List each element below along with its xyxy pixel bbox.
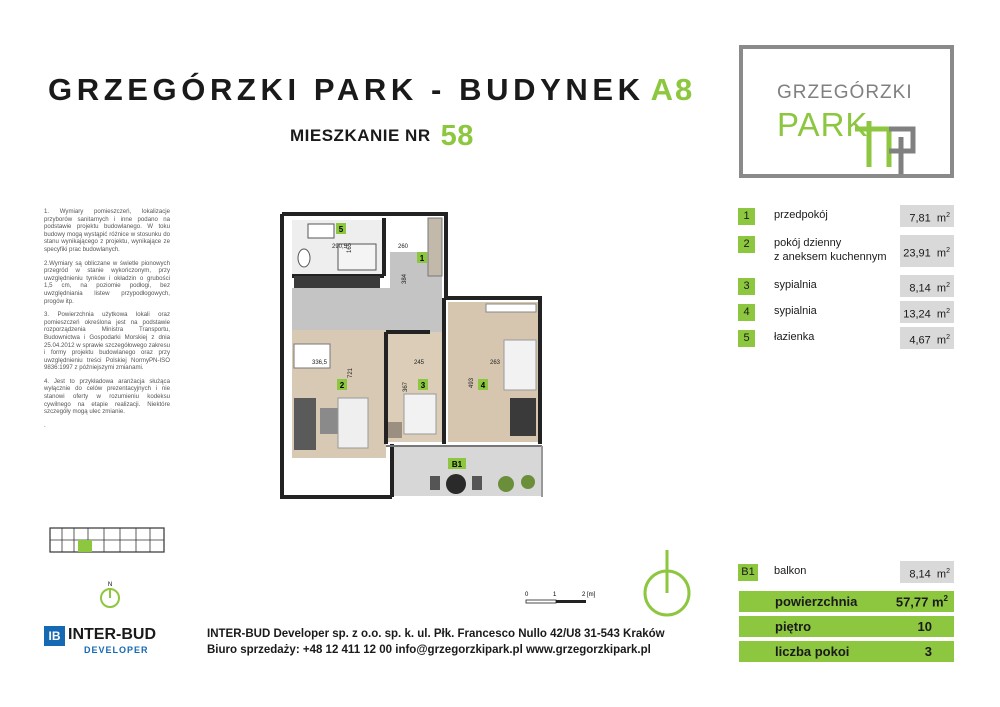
plan-label-4: 4 (480, 381, 486, 390)
north-arrow-icon (97, 580, 123, 610)
plan-label-5: 5 (338, 225, 344, 234)
note-1: 1. Wymiary pomieszczeń, lokalizacje przyborów sanitarnych i inne podano na podstawie projektu budowlanego. W toku budowy mogą wystąpić różnice w stosunku do stanu wynikającego z projektu, wynikające ze specyfiki prac budowlanych. (44, 208, 170, 253)
company-sub: DEVELOPER (84, 645, 149, 655)
plan-label-b1: B1 (451, 460, 463, 469)
plan-label-1: 1 (419, 254, 425, 263)
room-area: 8,14 $m^2$ (900, 275, 954, 297)
apartment-heading (290, 120, 474, 153)
logo-line2: PARK (777, 106, 869, 143)
room-area-unit: m (936, 247, 947, 260)
dim-3: 260 (398, 244, 409, 250)
dim-7: 245 (414, 360, 425, 366)
plan-label-3: 3 (420, 381, 426, 390)
room-area-value: 13,24 (903, 308, 931, 321)
balcony-area-value: 8,14 (909, 568, 931, 581)
summary-rooms-row (739, 641, 954, 662)
company-name: INTER-BUD (68, 626, 156, 643)
room-name: łazienka (774, 331, 815, 343)
scale-tick-0: 0 (525, 592, 529, 598)
inter-bud-logo (44, 626, 168, 656)
compass-icon (643, 548, 693, 620)
summary-area-value: 57,77 $m^2$ (895, 594, 948, 610)
room-area-value: 4,67 (909, 334, 931, 347)
summary-floor-row (739, 616, 954, 637)
room-name: sypialnia (774, 305, 817, 317)
balcony-floor (392, 446, 542, 496)
room-area-value: 23,91 (903, 247, 931, 260)
summary-area-value-text: 57,77 m (895, 594, 944, 610)
dim-10: 493 (469, 377, 475, 388)
room-area-unit: m (936, 212, 947, 225)
logo-line1: GRZEGÓRZKI (777, 82, 913, 103)
room-row-5 (738, 330, 954, 356)
balcony-name: balkon (774, 565, 807, 577)
room-area-unit: m (936, 334, 947, 347)
room-area: 13,24 $m^2$ (900, 301, 954, 323)
floor-plan (280, 212, 545, 499)
note-5: . (44, 421, 46, 429)
dim-1: 290,5 (332, 244, 348, 250)
room-name: sypialnia (774, 279, 817, 291)
note-4: 4. Jest to przykładowa aranżacja służąca wyłącznie do celów prezentacyjnych i nie stanowi oferty w rozumieniu kodeksu cywilnego na etapie realizacji. Niektóre szczegóły mogą ulec zmianie. (44, 377, 170, 416)
dim-4: 384 (402, 273, 408, 284)
apartment-label: MIESZKANIE NR (290, 126, 431, 145)
room-number: 5 (738, 330, 755, 347)
scale-bar (520, 590, 600, 610)
dim-8: 367 (403, 381, 409, 392)
room-number: 4 (738, 304, 755, 321)
note-2: 2.Wymiary są obliczane w świetle pionowych przegród w stanie wykończonym, przy uwzględnieniu tynków i okładzin o grubości 1,5 cm, na poziomie podłogi, bez uwzględniania listew przypodłogowych, progów itp. (44, 259, 170, 305)
company-address: INTER-BUD Developer sp. z o.o. sp. k. ul. Płk. Francesco Nullo 42/U8 31-543 Kraków (207, 628, 665, 640)
summary-rooms-value: 3 (924, 644, 932, 659)
title-text: GRZEGÓRZKI PARK - BUDYNEK (48, 72, 645, 107)
note-3: 3. Powierzchnia użytkowa lokali oraz pomieszczeń określona jest na podstawie rozporządzenia Ministra Transportu, Budownictwa i Gospodarki Morskiej z dnia 25.04.2012 w sprawie szczegółowego zakresu i formy projektu budowlanego oraz przy uwzględnieniu treści Polskiej NormyPN-ISO 9836:1997 z późniejszymi zmianami. (44, 311, 170, 372)
plan-label-2: 2 (339, 381, 345, 390)
room-number: 2 (738, 236, 755, 253)
balcony-area: 8,14 $m^2$ (900, 561, 954, 583)
room-number: 3 (738, 278, 755, 295)
room-area: 23,91 $m^2$ (900, 235, 954, 267)
building-key-plan-icon (48, 522, 166, 556)
balcony-number: B1 (738, 564, 758, 581)
summary-area-row (739, 591, 954, 612)
room-row-1 (738, 208, 954, 234)
summary-floor-label: piętro (775, 619, 812, 634)
dim-9: 263 (490, 360, 501, 366)
scale-tick-1: 1 (553, 592, 557, 598)
dim-5: 336,5 (312, 360, 328, 366)
balcony-row (738, 564, 954, 590)
north-label: N (107, 582, 113, 588)
page-title (48, 72, 694, 108)
building-code: A8 (650, 72, 695, 107)
scale-bar-graphic (520, 590, 600, 610)
dim-2: 165 (347, 242, 353, 253)
room-name: pokój dzienny z aneksem kuchennym (774, 237, 887, 263)
grzegorzki-park-logo (739, 45, 954, 178)
room-area: 7,81 $m^2$ (900, 205, 954, 227)
room-name: przedpokój (774, 209, 828, 221)
room-number: 1 (738, 208, 755, 225)
room-area-unit: m (936, 308, 947, 321)
summary-area-label: powierzchnia (775, 594, 858, 609)
apartment-number: 58 (440, 120, 474, 152)
balcony-area-unit: m (936, 568, 947, 581)
room-area-unit: m (936, 282, 947, 295)
ib-logo-box: IB (44, 626, 65, 646)
room-area-value: 8,14 (909, 282, 931, 295)
summary-rooms-label: liczba pokoi (775, 644, 850, 659)
scale-tick-2: 2 [m] (582, 592, 596, 598)
summary-floor-value: 10 (917, 619, 932, 634)
company-contact: Biuro sprzedaży: +48 12 411 12 00 info@grzegorzkipark.pl www.grzegorzkipark.pl (207, 644, 651, 656)
room-row-2 (738, 236, 954, 270)
room-area-value: 7,81 (909, 212, 931, 225)
notes-block (44, 208, 170, 435)
room-area: 4,67 $m^2$ (900, 327, 954, 349)
dim-6: 721 (348, 367, 354, 378)
logo-p-mark-icon (743, 49, 950, 174)
